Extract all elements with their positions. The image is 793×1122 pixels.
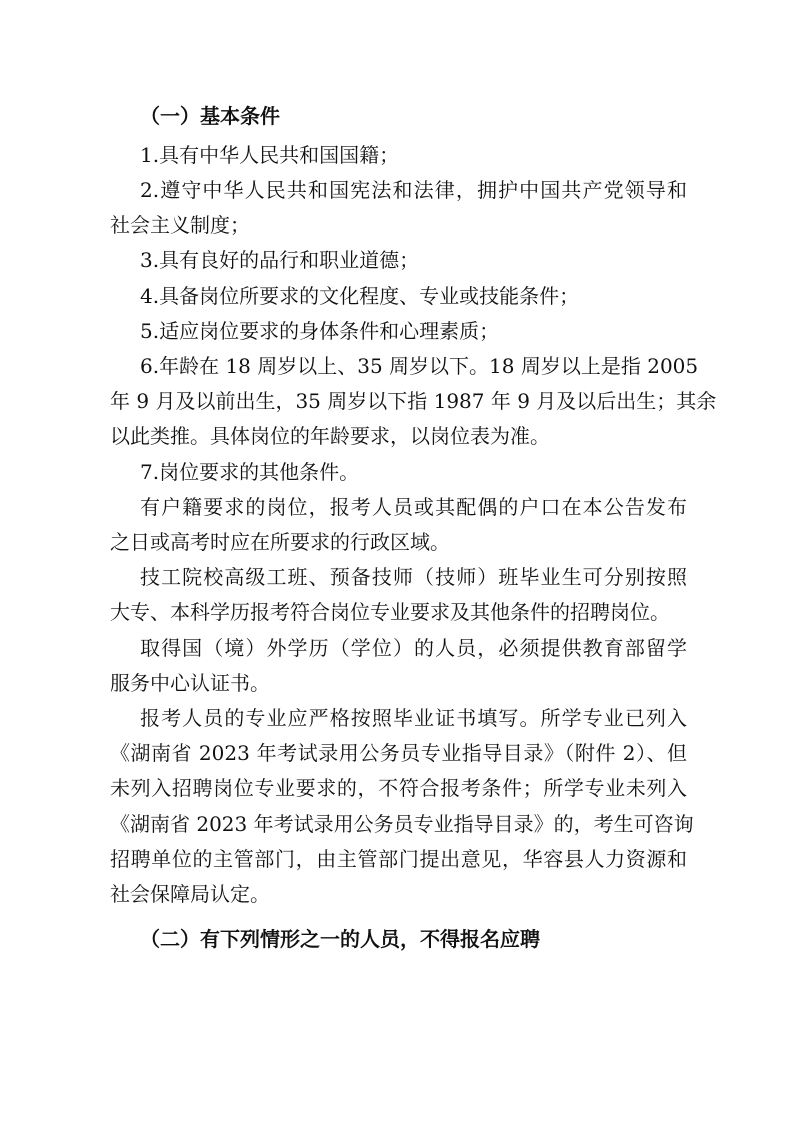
overseas-degree-paragraph-line-1: 取得国（境）外学历（学位）的人员，必须提供教育部留学 bbox=[140, 636, 687, 660]
section-heading-disqualifications: （二）有下列情形之一的人员，不得报名应聘 bbox=[140, 927, 540, 951]
condition-item-7: 7.岗位要求的其他条件。 bbox=[140, 460, 360, 484]
major-paragraph-line-5: 招聘单位的主管部门，由主管部门提出意见，华容县人力资源和 bbox=[110, 847, 687, 871]
major-paragraph-line-6: 社会保障局认定。 bbox=[110, 882, 270, 906]
major-paragraph-line-2: 《湖南省 2023 年考试录用公务员专业指导目录》（附件 2）、但 bbox=[110, 741, 687, 765]
condition-item-4: 4.具备岗位所要求的文化程度、专业或技能条件； bbox=[140, 284, 580, 308]
section-heading-basic-conditions: （一）基本条件 bbox=[140, 104, 280, 128]
condition-item-6-line-1: 6.年龄在 18 周岁以上、35 周岁以下。18 周岁以上是指 2005 bbox=[140, 354, 699, 378]
major-paragraph-line-4: 《湖南省 2023 年考试录用公务员专业指导目录》的，考生可咨询 bbox=[110, 812, 694, 836]
condition-item-1: 1.具有中华人民共和国国籍； bbox=[140, 143, 400, 167]
condition-item-2-line-1: 2.遵守中华人民共和国宪法和法律，拥护中国共产党领导和 bbox=[140, 178, 687, 202]
condition-item-5: 5.适应岗位要求的身体条件和心理素质； bbox=[140, 319, 500, 343]
condition-item-2-line-2: 社会主义制度； bbox=[110, 213, 250, 237]
overseas-degree-paragraph-line-2: 服务中心认证书。 bbox=[110, 671, 270, 695]
major-paragraph-line-3: 未列入招聘岗位专业要求的，不符合报考条件；所学专业未列入 bbox=[110, 776, 687, 800]
condition-item-3: 3.具有良好的品行和职业道德； bbox=[140, 248, 420, 272]
condition-item-6-line-3: 以此类推。具体岗位的年龄要求，以岗位表为准。 bbox=[110, 424, 550, 448]
household-paragraph-line-2: 之日或高考时应在所要求的行政区域。 bbox=[110, 530, 450, 554]
household-paragraph-line-1: 有户籍要求的岗位，报考人员或其配偶的户口在本公告发布 bbox=[140, 495, 687, 519]
major-paragraph-line-1: 报考人员的专业应严格按照毕业证书填写。所学专业已列入 bbox=[140, 706, 687, 730]
technical-school-paragraph-line-2: 大专、本科学历报考符合岗位专业要求及其他条件的招聘岗位。 bbox=[110, 600, 670, 624]
technical-school-paragraph-line-1: 技工院校高级工班、预备技师（技师）班毕业生可分别按照 bbox=[140, 565, 687, 589]
condition-item-6-line-2: 年 9 月及以前出生，35 周岁以下指 1987 年 9 月及以后出生；其余 bbox=[110, 389, 717, 413]
